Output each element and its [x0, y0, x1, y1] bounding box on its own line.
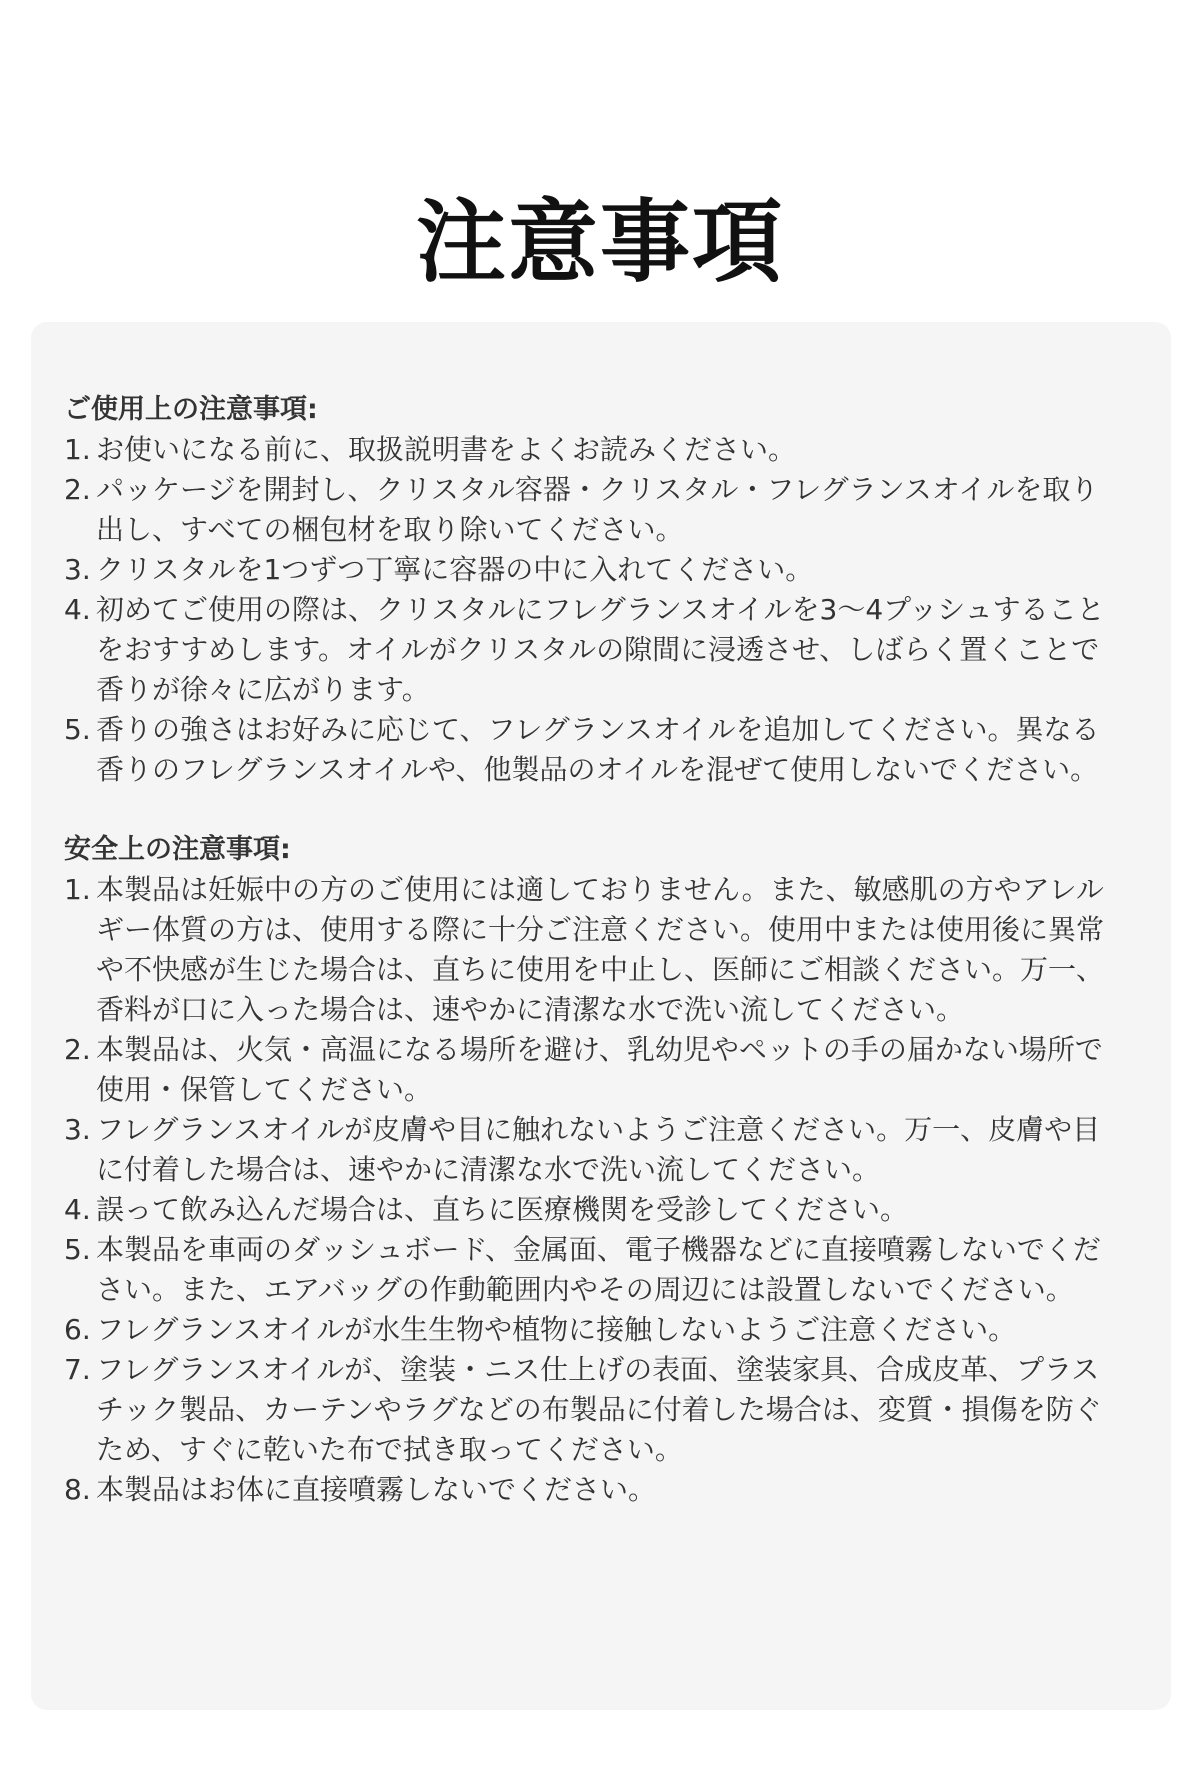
safety-notes-list — [64, 870, 1151, 1510]
item-text: 初めてご使用の際は、クリスタルにフレグランスオイルを3〜4プッシュすることをおすすめします。オイルがクリスタルの隙間に浸透させ、しばらく置くことで香りが徐々に広がります。 — [96, 593, 1105, 706]
list-item — [64, 1030, 1151, 1110]
item-text: 本製品は、火気・高温になる場所を避け、乳幼児やペットの手の届かない場所で使用・保管してください。 — [96, 1033, 1103, 1106]
usage-notes-section — [64, 390, 1151, 790]
list-item — [64, 590, 1151, 710]
item-text: 誤って飲み込んだ場合は、直ちに医療機関を受診してください。 — [96, 1193, 909, 1226]
item-text: お使いになる前に、取扱説明書をよくお読みください。 — [96, 433, 797, 466]
item-number: 5. — [64, 1233, 91, 1266]
list-item — [64, 430, 1151, 470]
item-number: 3. — [64, 553, 91, 586]
list-item — [64, 470, 1151, 550]
item-number: 3. — [64, 1113, 91, 1146]
item-text: 本製品はお体に直接噴霧しないでください。 — [96, 1473, 657, 1506]
item-number: 8. — [64, 1473, 91, 1506]
notice-panel — [31, 322, 1171, 1710]
list-item — [64, 1110, 1151, 1190]
list-item — [64, 550, 1151, 590]
list-item — [64, 710, 1151, 790]
page-title: 注意事項 — [416, 190, 784, 296]
item-number: 6. — [64, 1313, 91, 1346]
safety-notes-section — [64, 830, 1151, 1510]
usage-notes-list — [64, 430, 1151, 790]
item-number: 4. — [64, 593, 91, 626]
item-number: 2. — [64, 473, 91, 506]
item-text: フレグランスオイルが水生生物や植物に接触しないようご注意ください。 — [96, 1313, 1017, 1346]
item-number: 5. — [64, 713, 91, 746]
item-text: クリスタルを1つずつ丁寧に容器の中に入れてください。 — [96, 553, 814, 586]
item-number: 1. — [64, 433, 91, 466]
item-number: 2. — [64, 1033, 91, 1066]
list-item — [64, 1310, 1151, 1350]
list-item — [64, 870, 1151, 1030]
list-item — [64, 1470, 1151, 1510]
item-text: パッケージを開封し、クリスタル容器・クリスタル・フレグランスオイルを取り出し、すべての梱包材を取り除いてください。 — [96, 473, 1099, 546]
item-number: 7. — [64, 1353, 91, 1386]
list-item — [64, 1350, 1151, 1470]
section-heading: ご使用上の注意事項: — [64, 394, 318, 425]
section-heading: 安全上の注意事項: — [64, 834, 291, 865]
list-item — [64, 1230, 1151, 1310]
item-text: フレグランスオイルが、塗装・ニス仕上げの表面、塗装家具、合成皮革、プラスチック製品、カーテンやラグなどの布製品に付着した場合は、変質・損傷を防ぐため、すぐに乾いた布で拭き取ってください。 — [96, 1353, 1102, 1466]
item-text: フレグランスオイルが皮膚や目に触れないようご注意ください。万一、皮膚や目に付着した場合は、速やかに清潔な水で洗い流してください。 — [96, 1113, 1101, 1186]
item-number: 1. — [64, 873, 91, 906]
item-text: 香りの強さはお好みに応じて、フレグランスオイルを追加してください。異なる香りのフレグランスオイルや、他製品のオイルを混ぜて使用しないでください。 — [96, 713, 1100, 786]
item-text: 本製品を車両のダッシュボード、金属面、電子機器などに直接噴霧しないでください。また、エアバッグの作動範囲内やその周辺には設置しないでください。 — [96, 1233, 1101, 1306]
list-item — [64, 1190, 1151, 1230]
item-number: 4. — [64, 1193, 91, 1226]
item-text: 本製品は妊娠中の方のご使用には適しておりません。また、敏感肌の方やアレルギー体質の方は、使用する際に十分ご注意ください。使用中または使用後に異常や不快感が生じた場合は、直ちに使用を中止し、医師にご相談ください。万一、香料が口に入った場合は、速やかに清潔な水で洗い流してください。 — [96, 873, 1105, 1026]
